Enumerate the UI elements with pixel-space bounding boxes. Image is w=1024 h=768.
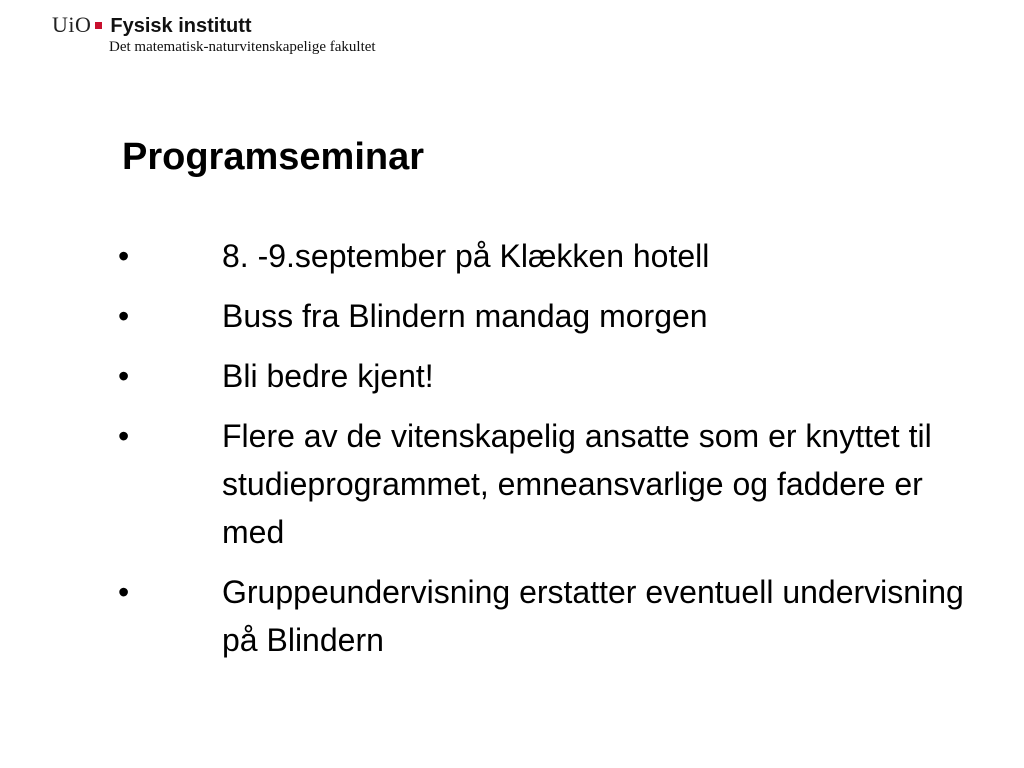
bullet-icon: •	[118, 298, 130, 334]
bullet-icon: •	[118, 574, 130, 610]
bullet-icon: •	[118, 418, 130, 454]
list-item	[118, 568, 978, 664]
bullet-text: Flere av de vitenskapelig ansatte som er knyttet til studieprogrammet, emneansvarlige og faddere er med	[222, 418, 932, 550]
list-item	[118, 232, 978, 280]
bullet-icon: •	[118, 238, 130, 274]
bullet-text: 8. -9.september på Klækken hotell	[222, 238, 710, 274]
bullet-text: Buss fra Blindern mandag morgen	[222, 298, 708, 334]
bullet-icon: •	[118, 358, 130, 394]
institute-name: Fysisk institutt	[110, 15, 252, 37]
slide-title: Programseminar	[122, 136, 425, 178]
uio-logo: UiO	[52, 12, 92, 37]
list-item	[118, 352, 978, 400]
list-item	[118, 292, 978, 340]
bullet-text: Bli bedre kjent!	[222, 358, 434, 394]
faculty-name: Det matematisk-naturvitenskapelige fakultet	[109, 39, 376, 55]
logo-separator-icon	[95, 22, 102, 29]
bullet-text: Gruppeundervisning erstatter eventuell undervisning på Blindern	[222, 574, 964, 658]
logo-row	[52, 12, 376, 38]
bullet-list	[118, 232, 978, 676]
list-item	[118, 412, 978, 556]
institution-header	[52, 12, 376, 56]
